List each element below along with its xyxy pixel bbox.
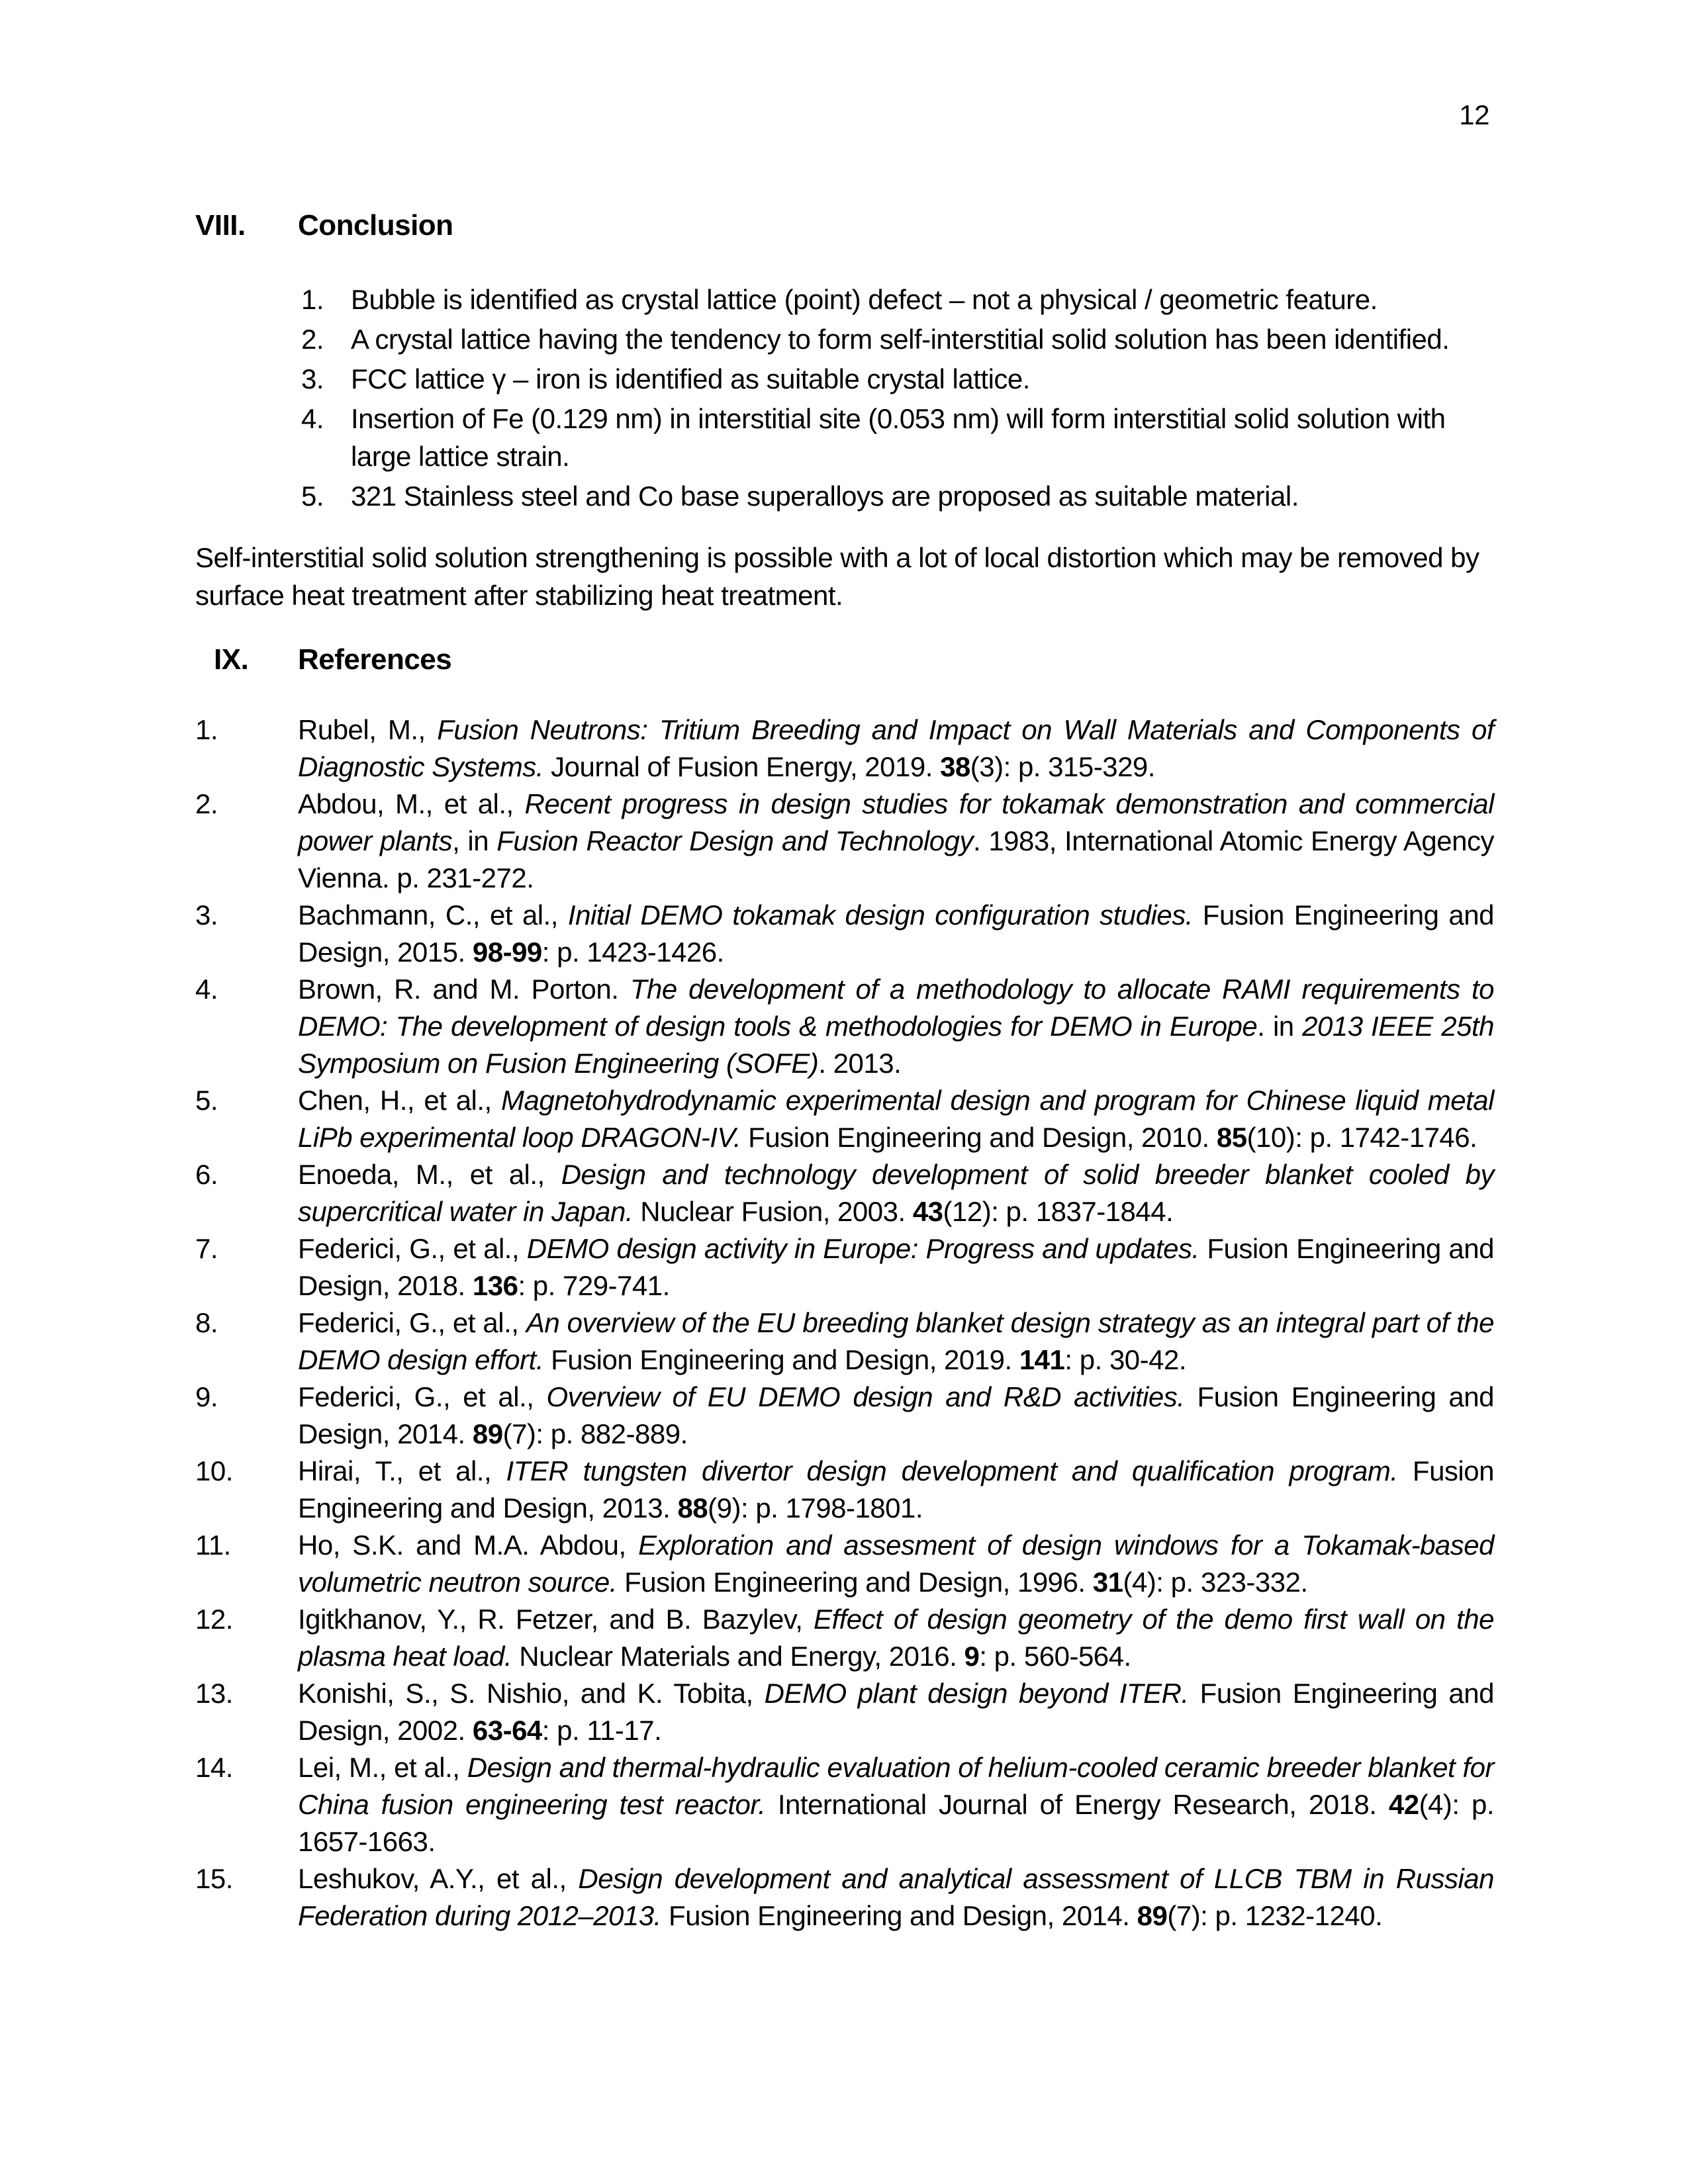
reference-number: 7. (195, 1233, 218, 1264)
conclusion-list (195, 281, 1494, 515)
reference-number: 5. (195, 1085, 218, 1116)
reference-number: 8. (195, 1307, 218, 1338)
conclusion-item (301, 477, 1494, 515)
reference-item (195, 1304, 1494, 1379)
reference-number: 9. (195, 1381, 218, 1412)
reference-list (195, 711, 1494, 1934)
conclusion-item-number: 3. (301, 363, 324, 394)
reference-text: Federici, G., et al., DEMO design activity in Europe: Progress and updates. Fusion Engineering and Design, 2018. 136: p. 729-741. (298, 1233, 1494, 1301)
reference-text: Lei, M., et al., Design and thermal-hydraulic evaluation of helium-cooled ceramic breeder blanket for China fusion engineering test reactor. International Journal of Energy Research, 2018. 42(4): p. 1657-1663. (298, 1752, 1494, 1857)
conclusion-item-text: Insertion of Fe (0.129 nm) in interstitial site (0.053 nm) will form interstitial solid solution with large lattice strain. (351, 403, 1446, 472)
conclusion-item-number: 1. (301, 284, 324, 315)
reference-item (195, 711, 1494, 786)
reference-item (195, 1601, 1494, 1675)
closing-paragraph: Self-interstitial solid solution strengthening is possible with a lot of local distortion which may be removed by surface heat treatment after stabilizing heat treatment. (195, 542, 1479, 611)
reference-text: Chen, H., et al., Magnetohydrodynamic experimental design and program for Chinese liquid metal LiPb experimental loop DRAGON-IV. Fusion Engineering and Design, 2010. 85(10): p. 1742-1746. (298, 1085, 1494, 1153)
reference-item (195, 1749, 1494, 1860)
reference-text: Brown, R. and M. Porton. The development of a methodology to allocate RAMI requirements to DEMO: The development of design tools & methodologies for DEMO in Europe. in 2013 IEEE 25th Symposium on Fusion Engineering (SOFE). 2013. (298, 974, 1494, 1079)
reference-text: Ho, S.K. and M.A. Abdou, Exploration and assesment of design windows for a Tokamak-based volumetric neutron source. Fusion Engineering and Design, 1996. 31(4): p. 323-332. (298, 1529, 1495, 1598)
conclusion-item (301, 360, 1494, 398)
page-content (195, 206, 1494, 1934)
reference-item (195, 1453, 1494, 1527)
conclusion-item (301, 400, 1494, 475)
reference-item (195, 1379, 1494, 1453)
reference-text: Bachmann, C., et al., Initial DEMO tokamak design configuration studies. Fusion Engineering and Design, 2015. 98-99: p. 1423-1426. (298, 899, 1494, 968)
reference-item (195, 971, 1494, 1082)
reference-text: Igitkhanov, Y., R. Fetzer, and B. Bazylev, Effect of design geometry of the demo first wall on the plasma heat load. Nuclear Materials and Energy, 2016. 9: p. 560-564. (298, 1604, 1494, 1672)
reference-number: 2. (195, 788, 218, 819)
reference-text: Abdou, M., et al., Recent progress in design studies for tokamak demonstration and commercial power plants, in Fusion Reactor Design and Technology. 1983, International Atomic Energy Agency Vienna. p. 231-272. (298, 788, 1495, 893)
section-number-references: IX. (214, 643, 249, 676)
conclusion-item (301, 320, 1494, 358)
reference-number: 13. (195, 1678, 233, 1709)
reference-number: 4. (195, 974, 218, 1005)
reference-text: Federici, G., et al., Overview of EU DEMO design and R&D activities. Fusion Engineering and Design, 2014. 89(7): p. 882-889. (298, 1381, 1494, 1449)
reference-text: Enoeda, M., et al., Design and technology development of solid breeder blanket cooled by supercritical water in Japan. Nuclear Fusion, 2003. 43(12): p. 1837-1844. (298, 1159, 1494, 1227)
reference-item (195, 1527, 1494, 1601)
reference-item (195, 1082, 1494, 1156)
reference-number: 11. (195, 1529, 231, 1561)
conclusion-item-number: 5. (301, 480, 324, 512)
reference-number: 1. (195, 714, 218, 745)
reference-item (195, 1675, 1494, 1749)
section-heading-conclusion (195, 206, 1494, 244)
reference-item (195, 786, 1494, 897)
reference-number: 6. (195, 1159, 218, 1190)
reference-number: 10. (195, 1455, 233, 1486)
section-title-conclusion: Conclusion (298, 209, 453, 242)
conclusion-item-text: FCC lattice γ – iron is identified as suitable crystal lattice. (351, 363, 1030, 394)
conclusion-item (301, 281, 1494, 318)
section-title-references: References (298, 643, 452, 676)
reference-text: Hirai, T., et al., ITER tungsten divertor design development and qualification program. Fusion Engineering and Design, 2013. 88(9): p. 1798-1801. (298, 1455, 1494, 1524)
reference-item (195, 1156, 1494, 1230)
section-number-conclusion: VIII. (195, 209, 246, 242)
conclusion-item-text: A crystal lattice having the tendency to form self-interstitial solid solution has been identified. (351, 324, 1450, 355)
conclusion-item-number: 2. (301, 324, 324, 355)
reference-item (195, 1230, 1494, 1304)
reference-number: 14. (195, 1752, 233, 1783)
reference-item (195, 1860, 1494, 1934)
reference-item (195, 897, 1494, 971)
reference-text: Leshukov, A.Y., et al., Design development and analytical assessment of LLCB TBM in Russian Federation during 2012–2013. Fusion Engineering and Design, 2014. 89(7): p. 1232-1240. (298, 1863, 1494, 1931)
page-number: 12 (1459, 99, 1489, 130)
reference-text: Konishi, S., S. Nishio, and K. Tobita, DEMO plant design beyond ITER. Fusion Engineering and Design, 2002. 63-64: p. 11-17. (298, 1678, 1494, 1746)
reference-text: Federici, G., et al., An overview of the EU breeding blanket design strategy as an integral part of the DEMO design effort. Fusion Engineering and Design, 2019. 141: p. 30-42. (298, 1307, 1494, 1375)
section-heading-references (195, 641, 1494, 678)
conclusion-item-text: Bubble is identified as crystal lattice (point) defect – not a physical / geometric feature. (351, 284, 1378, 315)
reference-number: 12. (195, 1604, 233, 1635)
reference-number: 3. (195, 899, 218, 931)
reference-number: 15. (195, 1863, 233, 1894)
conclusion-item-number: 4. (301, 403, 324, 434)
reference-text: Rubel, M., Fusion Neutrons: Tritium Breeding and Impact on Wall Materials and Components of Diagnostic Systems. Journal of Fusion Energy, 2019. 38(3): p. 315-329. (298, 714, 1495, 782)
conclusion-item-text: 321 Stainless steel and Co base superalloys are proposed as suitable material. (351, 480, 1299, 512)
